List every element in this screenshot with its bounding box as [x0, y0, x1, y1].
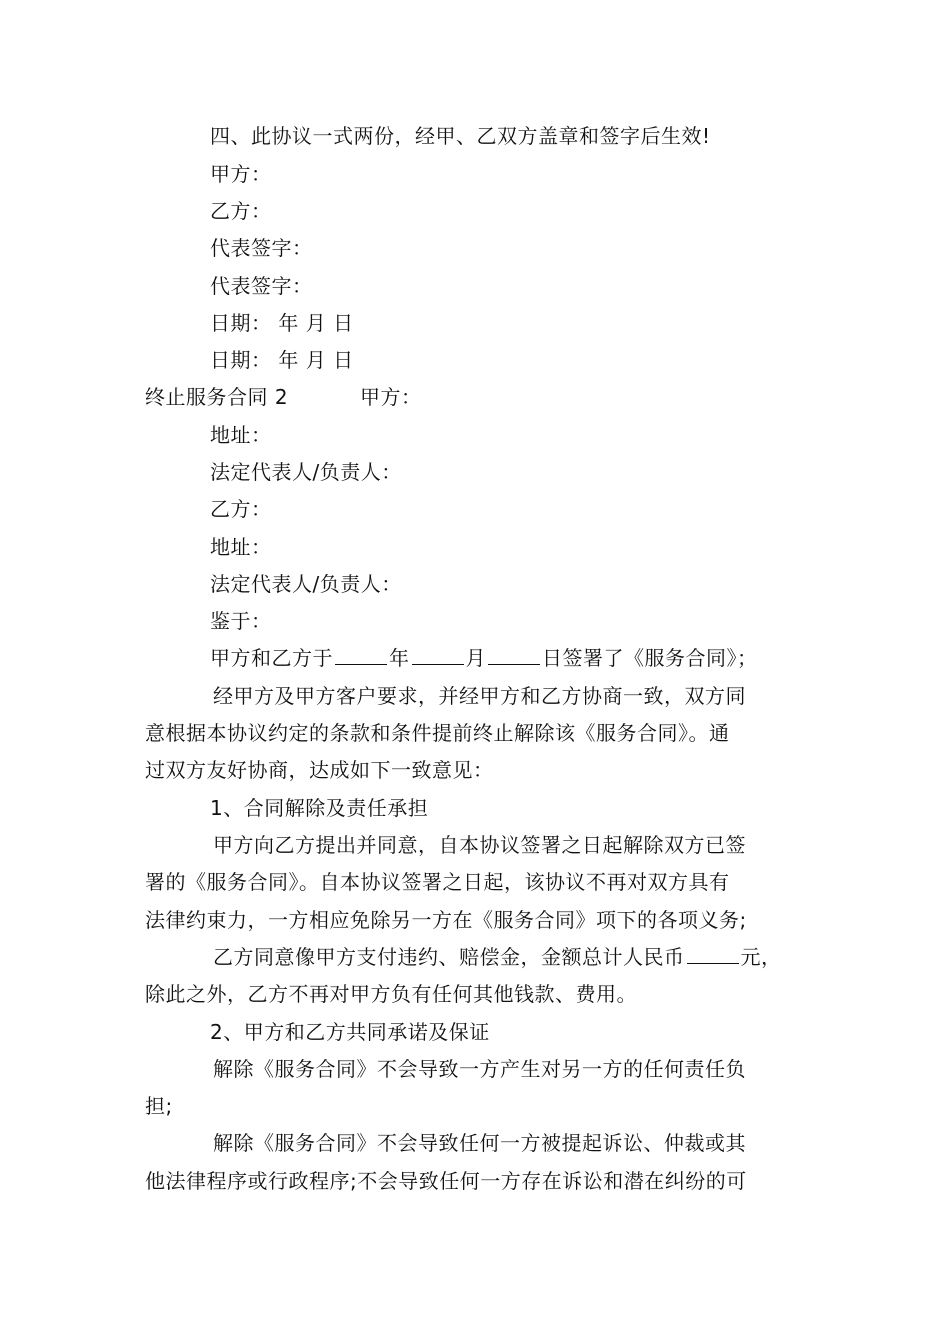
section-one-para1-line3: 法律约束力，一方相应免除另一方在《服务合同》项下的各项义务; [145, 908, 747, 932]
month-suffix: 月 [465, 646, 486, 670]
recital-paragraph-line2: 意根据本协议约定的条款和条件提前终止解除该《服务合同》。通 [145, 721, 730, 745]
recital-paragraph-line3: 过双方友好协商，达成如下一致意见： [145, 758, 494, 782]
whereas-label: 鉴于： [210, 609, 272, 633]
date-line-a: 日期： 年 月 日 [210, 311, 354, 335]
contract-title: 终止服务合同 2 [145, 385, 289, 409]
recital-paragraph-line1: 经甲方及甲方客户要求，并经甲方和乙方协商一致，双方同 [213, 684, 746, 708]
amount-blank [687, 945, 739, 964]
party-b-label: 乙方： [210, 199, 272, 223]
signing-date-prefix: 甲方和乙方于 [210, 646, 333, 670]
section-two-para2-line1: 解除《服务合同》不会导致任何一方被提起诉讼、仲裁或其 [213, 1131, 746, 1155]
date-line-b: 日期： 年 月 日 [210, 348, 354, 372]
section-one-para2-line2: 除此之外，乙方不再对甲方负有任何其他钱款、费用。 [145, 982, 637, 1006]
section-two-heading: 2、甲方和乙方共同承诺及保证 [210, 1020, 490, 1044]
party-a-label: 甲方： [210, 162, 272, 186]
clause-four-effective: 四、此协议一式两份，经甲、乙双方盖章和签字后生效! [210, 124, 711, 148]
section-one-para1-line2: 署的《服务合同》。自本协议签署之日起，该协议不再对双方具有 [145, 870, 730, 894]
party-a-legal-rep: 法定代表人/负责人： [210, 460, 402, 484]
representative-signature-b: 代表签字： [210, 274, 313, 298]
party-a-header: 甲方： [360, 385, 422, 409]
representative-signature-a: 代表签字： [210, 236, 313, 260]
month-blank [412, 646, 464, 665]
day-blank [488, 646, 540, 665]
currency-suffix: 元， [740, 945, 782, 969]
day-suffix: 日签署了《服务合同》； [542, 646, 758, 670]
party-b-header: 乙方： [210, 497, 272, 521]
year-blank [335, 646, 387, 665]
section-one-para1-line1: 甲方向乙方提出并同意，自本协议签署之日起解除双方已签 [213, 833, 746, 857]
section-one-para2-line1 [213, 945, 782, 969]
party-b-address: 地址： [210, 535, 272, 559]
section-two-para1-line1: 解除《服务合同》不会导致一方产生对另一方的任何责任负 [213, 1057, 746, 1081]
party-b-legal-rep: 法定代表人/负责人： [210, 572, 402, 596]
signing-date-line [210, 646, 758, 670]
penalty-text: 乙方同意像甲方支付违约、赔偿金，金额总计人民币 [213, 945, 685, 969]
party-a-address: 地址： [210, 423, 272, 447]
section-two-para1-line2: 担; [145, 1094, 173, 1118]
year-suffix: 年 [389, 646, 410, 670]
section-two-para2-line2: 他法律程序或行政程序;不会导致任何一方存在诉讼和潜在纠纷的可 [145, 1169, 747, 1193]
section-one-heading: 1、合同解除及责任承担 [210, 796, 429, 820]
